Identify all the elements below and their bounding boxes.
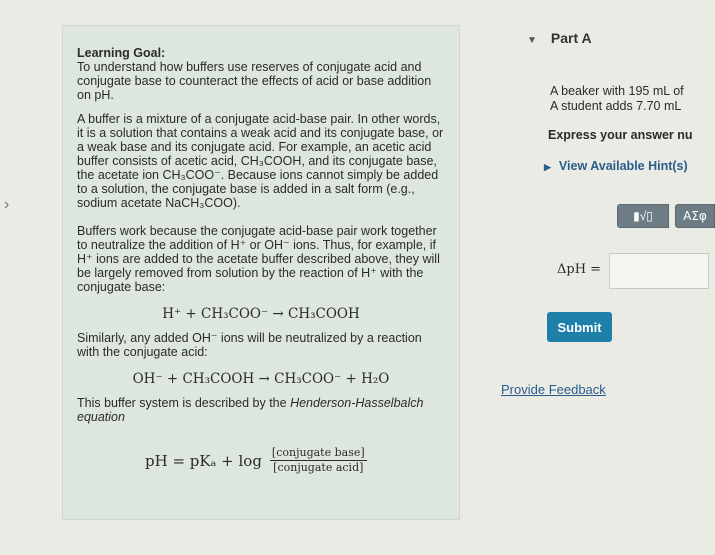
hh-left: pH = pKₐ + log (145, 451, 262, 470)
base-paragraph: Similarly, any added OH⁻ ions will be neutralized by a reaction with the conjugate acid: (77, 331, 422, 359)
part-a-toggle[interactable] (527, 30, 592, 46)
view-hints-link[interactable] (544, 159, 688, 173)
triangle-down-icon: ▼ (527, 35, 537, 46)
neutralize-paragraph: Buffers work because the conjugate acid-base pair work together to neutralize the addition of H⁺ or OH⁻ ions. Thus, for example, if H⁺ ions are added to the acetate buffer described above, they will be largely removed from solution by the reaction of H⁺ with the conjugate base: (77, 224, 440, 294)
express-instruction: Express your answer nu (548, 128, 693, 142)
goal-intro: To understand how buffers use reserves of conjugate acid and conjugate base to counteract the effects of acid or base addition on pH. (77, 60, 432, 102)
greek-symbols-button[interactable]: ΑΣφ (675, 204, 715, 228)
templates-button[interactable]: ▮√▯ (617, 204, 669, 228)
hh-equation (77, 446, 445, 475)
math-toolbar (617, 204, 715, 228)
answer-input[interactable] (609, 253, 709, 289)
hh-prefix: This buffer system is described by the (77, 396, 291, 410)
question-line-1: A beaker with 195 mL of (550, 84, 684, 98)
hh-denominator: [conjugate acid] (273, 461, 364, 474)
acid-reaction-equation: H⁺ + CH₃COO⁻ → CH₃COOH (162, 306, 360, 322)
part-title: Part A (550, 30, 592, 46)
learning-goal-panel (62, 25, 460, 520)
buffer-paragraph: A buffer is a mixture of a conjugate acid-base pair. In other words, it is a solution that contains a weak acid and its conjugate base, or a weak base and its conjugate acid. For example, an acetic acid buffer consists of acetic acid, CH₃COOH, and its conjugate base, the acetate ion CH₃COO⁻. Because ions cannot simply be added to a solution, the conjugate base is added in a salt form (e.g., sodium acetate NaCH₃COO). (77, 112, 444, 210)
question-panel (480, 0, 707, 555)
chevron-left-icon[interactable]: › (4, 196, 10, 213)
hh-paragraph (77, 396, 445, 424)
answer-label: ΔpH = (557, 262, 602, 277)
provide-feedback-link[interactable]: Provide Feedback (501, 382, 606, 397)
hh-numerator: [conjugate base] (271, 446, 365, 459)
goal-title: Learning Goal: (77, 46, 166, 60)
triangle-right-icon: ▶ (544, 162, 551, 172)
base-reaction-equation: OH⁻ + CH₃COOH → CH₃COO⁻ + H₂O (132, 371, 390, 387)
submit-button[interactable]: Submit (547, 312, 612, 342)
question-text (550, 84, 684, 114)
hh-equation-name: Henderson-Hasselbalch equation (77, 396, 424, 424)
hints-label: View Available Hint(s) (558, 159, 688, 173)
question-line-2: A student adds 7.70 mL (550, 99, 682, 113)
hh-fraction (270, 446, 367, 475)
